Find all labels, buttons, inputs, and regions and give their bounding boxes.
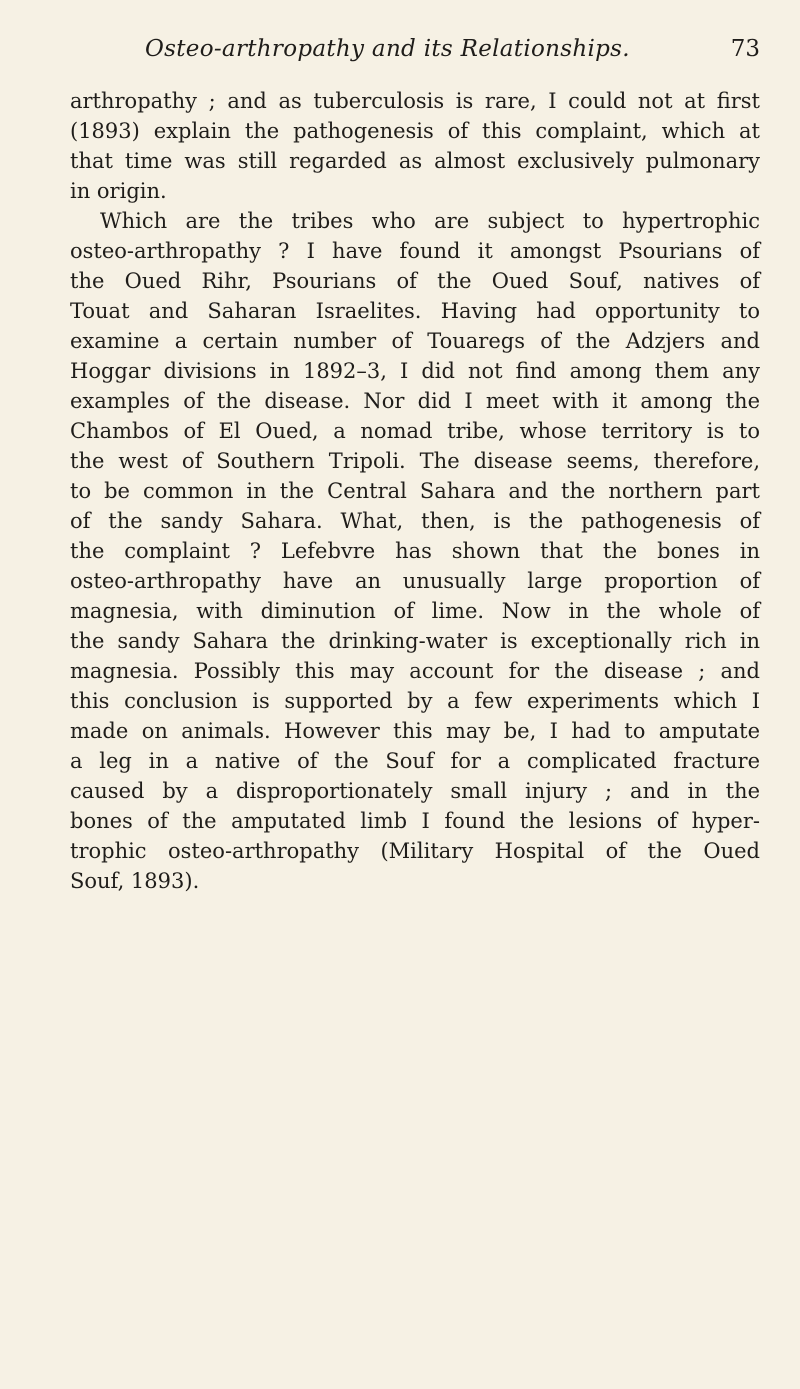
text-line: the Oued Rihr, Psourians of the Oued Souf, natives of: [70, 269, 760, 293]
text-line: osteo-arthropathy ? I have found it amongst Psourians of: [70, 239, 760, 263]
text-line: in origin.: [70, 179, 167, 203]
text-line: caused by a disproportionately small injury ; and in the: [70, 779, 760, 803]
text-line: examples of the disease. Nor did I meet with it among the: [70, 389, 760, 413]
text-line: Souf, 1893).: [70, 869, 200, 893]
text-line: the west of Southern Tripoli. The disease seems, therefore,: [70, 449, 760, 473]
text-line: bones of the amputated limb I found the lesions of hyper-: [70, 809, 760, 833]
text-line: the sandy Sahara the drinking-water is exceptionally rich in: [70, 629, 760, 653]
text-line: a leg in a native of the Souf for a complicated fracture: [70, 749, 760, 773]
text-line: (1893) explain the pathogenesis of this complaint, which at: [70, 119, 760, 143]
body-text: [70, 86, 760, 896]
text-line: examine a certain number of Touaregs of the Adzjers and: [70, 329, 760, 353]
text-line: this conclusion is supported by a few experiments which I: [70, 689, 760, 713]
text-line: to be common in the Central Sahara and the northern part: [70, 479, 760, 503]
text-line: of the sandy Sahara. What, then, is the pathogenesis of: [70, 509, 760, 533]
book-page: [70, 30, 760, 896]
text-line: Which are the tribes who are subject to hypertrophic: [100, 209, 760, 233]
text-line: osteo-arthropathy have an unusually large proportion of: [70, 569, 760, 593]
text-line: trophic osteo-arthropathy (Military Hospital of the Oued: [70, 839, 760, 863]
text-line: magnesia, with diminution of lime. Now in the whole of: [70, 599, 760, 623]
text-line: arthropathy ; and as tuberculosis is rare, I could not at first: [70, 89, 760, 113]
text-line: Hoggar divisions in 1892–3, I did not find among them any: [70, 359, 760, 383]
page-number: 73: [730, 36, 760, 62]
text-line: the complaint ? Lefebvre has shown that the bones in: [70, 539, 760, 563]
text-line: made on animals. However this may be, I had to amputate: [70, 719, 760, 743]
running-header: [70, 30, 760, 70]
text-line: Touat and Saharan Israelites. Having had opportunity to: [70, 299, 760, 323]
running-title: Osteo-arthropathy and its Relationships.: [145, 36, 630, 62]
text-line: that time was still regarded as almost exclusively pulmonary: [70, 149, 760, 173]
text-line: Chambos of El Oued, a nomad tribe, whose territory is to: [70, 419, 760, 443]
text-line: magnesia. Possibly this may account for the disease ; and: [70, 659, 760, 683]
